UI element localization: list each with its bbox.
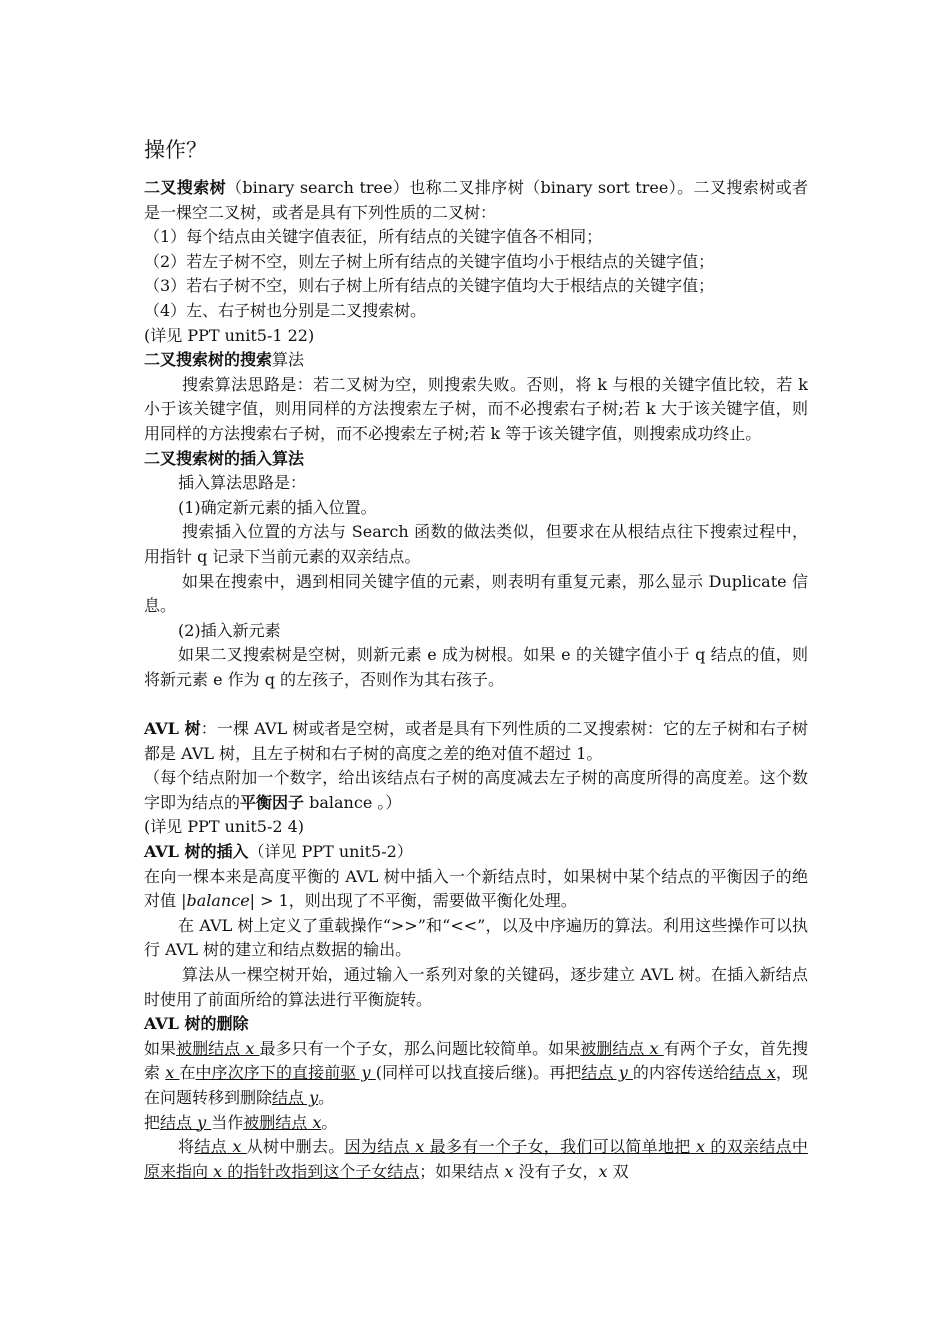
text-run: 被删结点 <box>243 1112 308 1132</box>
text-run: x <box>598 1161 613 1181</box>
text-run: y <box>613 1063 633 1083</box>
document-body <box>144 134 808 1184</box>
avl-delete-paragraph-1 <box>144 1037 808 1111</box>
text-run: 最多只有一个子女，那么问题比较简单。如果 <box>259 1038 581 1058</box>
page-title: 操作？ <box>144 138 207 162</box>
text-run: ，现在问题转移到删除 <box>144 1063 808 1107</box>
text-run: 结点 <box>272 1087 305 1107</box>
text-run: 将 <box>178 1137 195 1157</box>
text-run: y <box>356 1063 376 1083</box>
avl-definition <box>144 717 808 766</box>
text-run: x <box>409 1137 430 1157</box>
text-run: 没有子女， <box>518 1161 599 1181</box>
bst-definition <box>144 176 808 225</box>
avl-insert-heading-rest: （详见 PPT unit5-2） <box>248 842 413 862</box>
avl-note-tail: balance 。） <box>304 792 402 812</box>
blank-line <box>144 692 808 717</box>
avl-insert-heading-bold: AVL 树的插入 <box>144 842 249 862</box>
text-run: 。 <box>321 1112 338 1132</box>
text-run: 结点 <box>194 1137 227 1157</box>
text-run: 被删结点 <box>580 1038 645 1058</box>
bst-term: 二叉搜索树 <box>144 178 227 197</box>
text-run: y <box>192 1112 212 1132</box>
search-heading-bold: 二叉搜索树的搜索 <box>144 350 273 370</box>
avl-insert-p1-tail: | > 1，则出现了不平衡，需要做平衡化处理。 <box>249 891 577 911</box>
text-run: x <box>644 1038 664 1058</box>
insert-paragraph-1: 搜索插入位置的方法与 Search 函数的做法类似，但要求在从根结点往下搜索过程中，用指针 q 记录下当前元素的双亲结点。 <box>144 522 808 566</box>
text-run: ；如果结点 <box>419 1161 505 1181</box>
bst-property-3: （3）若右子树不空，则右子树上所有结点的关键字值均大于根结点的关键字值； <box>144 276 715 296</box>
text-run: 最多有一个子女，我们可以简单地把 <box>429 1137 691 1157</box>
text-run: 的内容传送给 <box>632 1063 730 1083</box>
text-run: x <box>307 1112 322 1132</box>
avl-insert-heading <box>144 840 808 865</box>
avl-definition-text: ：一棵 AVL 树或者是空树，或者是具有下列性质的二叉搜索树：它的左子树和右子树都是 AVL 树，且左子树和右子树的高度之差的绝对值不超过 1。 <box>144 719 808 763</box>
text-run: x <box>690 1137 711 1157</box>
text-run: 的双亲结点中原来指向 <box>144 1137 808 1181</box>
text-run: 有两个子女，首先搜索 <box>144 1038 808 1083</box>
insert-intro: 插入算法思路是： <box>178 473 307 493</box>
text-run: x <box>504 1161 519 1181</box>
search-body: 搜索算法思路是：若二叉树为空，则搜索失败。否则，将 k 与根的关键字值比较，若 k 小于该关键字值，则用同样的方法搜索左子树，而不必搜索右子树;若 k 大于该关键字值，则用同样的方法搜索右子树，而不必搜索左子树;若 k 等于该关键字值，则搜索成功终止。 <box>144 374 808 443</box>
text-run: x <box>240 1038 260 1058</box>
insert-paragraph-2: 如果在搜索中，遇到相同关键字值的元素，则表明有重复元素，那么显示 Duplicate 信息。 <box>144 571 808 616</box>
text-run: 如果 <box>144 1038 177 1058</box>
avl-note-text: （每个结点附加一个数字，给出该结点右子树的高度减去左子树的高度所得的高度差。这个数字即为结点的 <box>144 768 808 812</box>
avl-balance-note <box>144 766 808 815</box>
insert-paragraph-3: 如果二叉搜索树是空树，则新元素 e 成为树根。如果 e 的关键字值小于 q 结点的值，则将新元素 e 作为 q 的左孩子，否则作为其右孩子。 <box>144 645 808 689</box>
text-run: y <box>304 1087 319 1107</box>
avl-insert-paragraph-2: 在 AVL 树上定义了重载操作“>>”和“<<”，以及中序遍历的算法。利用这些操作可以执行 AVL 树的建立和结点数据的输出。 <box>144 915 808 960</box>
text-run: x <box>165 1063 180 1083</box>
text-run: 当作 <box>211 1112 244 1132</box>
avl-reference: (详见 PPT unit5-2 4) <box>144 817 305 837</box>
text-run: 双 <box>612 1161 629 1181</box>
text-run: x <box>208 1161 228 1181</box>
bst-definition-text: （binary search tree）也称二叉排序树（binary sort tree）。二叉搜索树或者是一棵空二叉树，或者是具有下列性质的二叉树： <box>144 178 808 222</box>
text-run: 把 <box>144 1112 161 1132</box>
text-run: 在 <box>179 1063 196 1083</box>
balance-factor-term: 平衡因子 <box>240 792 305 812</box>
search-heading-rest: 算法 <box>272 350 305 370</box>
text-run: (同样可以找直接后继)。再把 <box>375 1063 582 1083</box>
text-run: 。 <box>318 1087 335 1107</box>
text-run: 结点 <box>581 1063 614 1083</box>
insert-heading: 二叉搜索树的插入算法 <box>144 448 305 468</box>
text-run: 中序次序下的直接前驱 <box>195 1063 357 1083</box>
text-run: 从树中删去。 <box>246 1137 345 1157</box>
bst-property-2: （2）若左子树不空，则左子树上所有结点的关键字值均小于根结点的关键字值； <box>144 251 715 271</box>
bst-reference: (详见 PPT unit5-1 22) <box>144 325 315 345</box>
text-run: 被删结点 <box>176 1038 241 1058</box>
text-run: 的指针改指到这个子女结点 <box>227 1161 420 1181</box>
avl-insert-paragraph-1 <box>144 865 808 914</box>
bst-property-4: （4）左、右子树也分别是二叉搜索树。 <box>144 300 427 320</box>
text-run: x <box>761 1063 776 1083</box>
avl-delete-paragraph-3 <box>144 1135 808 1184</box>
insert-step-2: (2)插入新元素 <box>178 620 281 640</box>
balance-variable: balance <box>186 891 250 911</box>
avl-insert-p1-text: 在向一棵本来是高度平衡的 AVL 树中插入一个新结点时，如果树中某个结点的平衡因子的绝对值 | <box>144 866 808 911</box>
text-run: 结点 <box>729 1063 762 1083</box>
text-run: x <box>226 1137 247 1157</box>
avl-term: AVL 树 <box>144 719 201 739</box>
text-run: 因为结点 <box>344 1137 410 1157</box>
insert-step-1: (1)确定新元素的插入位置。 <box>178 497 377 517</box>
avl-insert-paragraph-3: 算法从一棵空树开始，通过输入一系列对象的关键码，逐步建立 AVL 树。在插入新结点时使用了前面所给的算法进行平衡旋转。 <box>144 965 808 1009</box>
text-run: 结点 <box>160 1112 193 1132</box>
bst-property-1: （1）每个结点由关键字值表征，所有结点的关键字值各不相同； <box>144 227 603 247</box>
avl-delete-paragraph-2 <box>144 1111 808 1136</box>
avl-delete-heading: AVL 树的删除 <box>144 1014 249 1034</box>
search-heading <box>144 348 808 373</box>
